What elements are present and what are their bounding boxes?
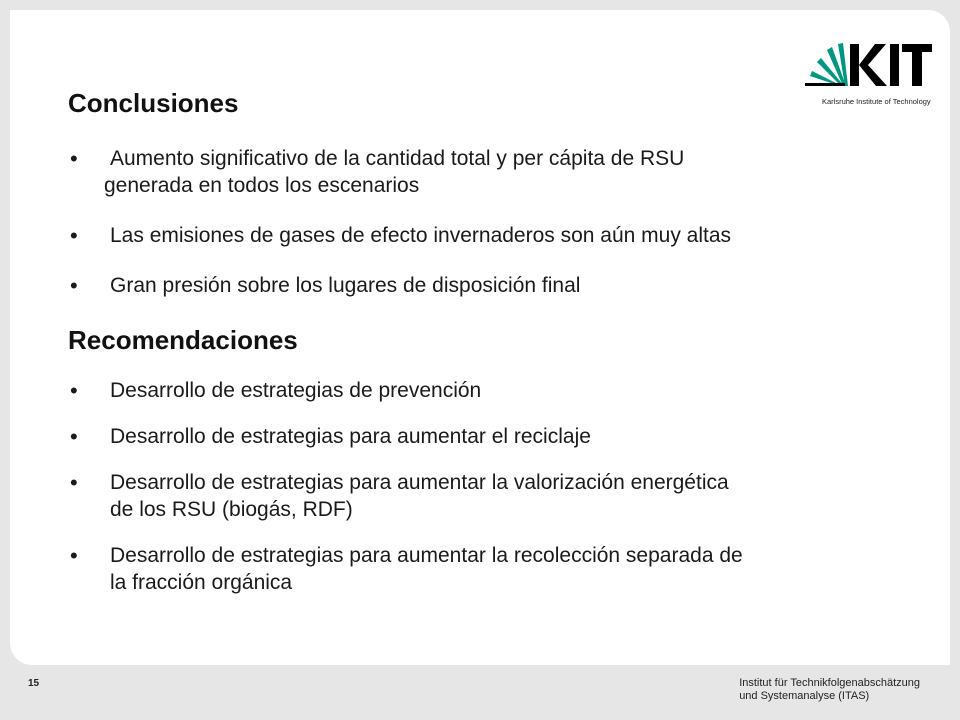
bullet-icon: • bbox=[70, 223, 78, 248]
recomendaciones-list bbox=[68, 377, 928, 596]
kit-logo-mark bbox=[805, 34, 935, 96]
footer-institute-line: und Systemanalyse (ITAS) bbox=[739, 690, 870, 702]
list-item-line: Aumento significativo de la cantidad total y per cápita de RSU bbox=[110, 147, 685, 170]
list-item bbox=[68, 272, 928, 299]
list-item-line: Desarrollo de estrategias para aumentar la valorización energética bbox=[110, 471, 729, 494]
section-title-recomendaciones: Recomendaciones bbox=[68, 325, 298, 355]
footer-institute bbox=[739, 677, 920, 703]
conclusiones-list bbox=[68, 145, 928, 299]
list-item-line: Desarrollo de estrategias para aumentar el reciclaje bbox=[110, 425, 591, 448]
list-item-line: generada en todos los escenarios bbox=[104, 174, 420, 197]
list-item-line: de los RSU (biogás, RDF) bbox=[110, 498, 353, 521]
list-item-line: Desarrollo de estrategias de prevención bbox=[110, 379, 482, 402]
bullet-icon: • bbox=[70, 378, 78, 403]
list-item-line: la fracción orgánica bbox=[110, 571, 293, 594]
page-number: 15 bbox=[28, 678, 40, 689]
bullet-icon: • bbox=[70, 273, 78, 298]
list-item bbox=[68, 222, 928, 249]
bullet-icon: • bbox=[70, 543, 78, 568]
bullet-icon: • bbox=[70, 424, 78, 449]
list-item bbox=[68, 377, 928, 404]
bullet-icon: • bbox=[70, 146, 78, 171]
footer-institute-line: Institut für Technikfolgenabschätzung bbox=[739, 677, 920, 689]
kit-logo-caption: Karlsruhe Institute of Technology bbox=[822, 97, 931, 106]
slide bbox=[10, 10, 950, 665]
list-item bbox=[68, 423, 928, 450]
list-item bbox=[68, 145, 928, 199]
list-item bbox=[68, 469, 928, 523]
section-title-conclusiones: Conclusiones bbox=[68, 88, 239, 118]
list-item-line: Desarrollo de estrategias para aumentar la recolección separada de bbox=[110, 544, 743, 567]
list-item-line: Gran presión sobre los lugares de disposición final bbox=[110, 274, 581, 297]
list-item bbox=[68, 542, 928, 596]
kit-logo bbox=[805, 34, 935, 104]
list-item-line: Las emisiones de gases de efecto invernaderos son aún muy altas bbox=[110, 224, 732, 247]
bullet-icon: • bbox=[70, 470, 78, 495]
